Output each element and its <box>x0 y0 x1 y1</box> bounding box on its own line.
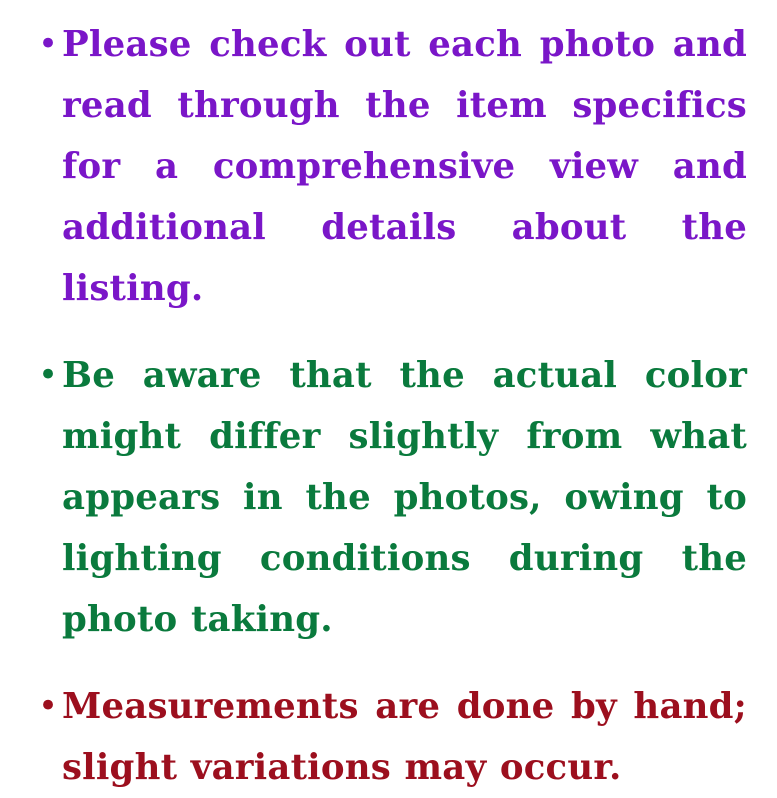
bullet-text: Measurements are done by hand; slight variations may occur. <box>62 686 747 788</box>
bullet-point-icon: • <box>38 686 59 726</box>
bullet-text: Be aware that the actual color might differ slightly from what appears in the photos, owing to lighting conditions during the photo taking. <box>62 355 747 640</box>
list-item <box>30 14 747 319</box>
bullet-point-icon: • <box>38 355 59 395</box>
bullet-text: Please check out each photo and read through the item specifics for a comprehensive view and additional details about the listing. <box>62 24 747 309</box>
list-item <box>30 676 747 798</box>
bullet-list <box>30 14 747 798</box>
list-item <box>30 345 747 650</box>
bullet-point-icon: • <box>38 24 59 64</box>
